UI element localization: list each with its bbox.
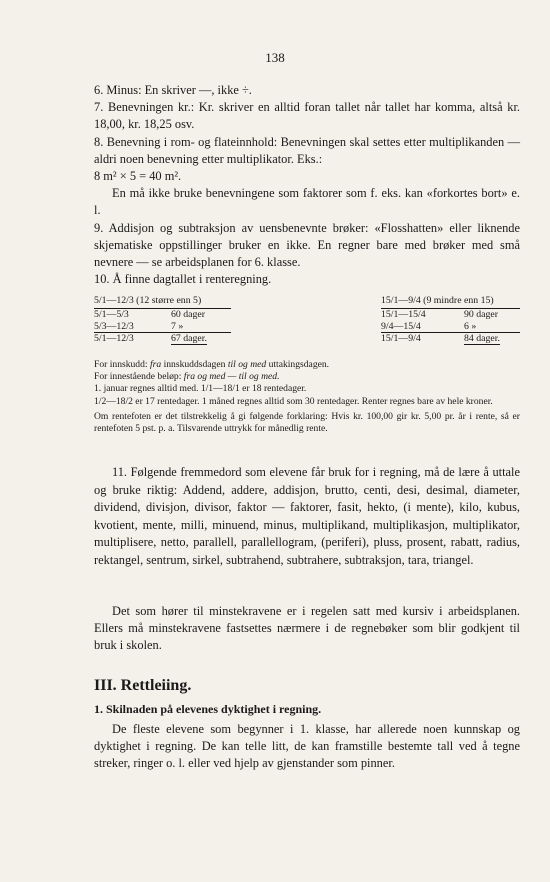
final-text: De fleste elevene som begynner i 1. klasse, har allerede noen kunnskap og dyktighet i regning. De kan telle litt, de kan framstille bestemte tall ved å tegne streker, ringer o. l. eller ved hjelp av gjenstander som pinner. <box>94 722 520 771</box>
note-rentefot: Om rentefoten er det tilstrekkelig å gi følgende forklaring: Hvis kr. 100,00 gir kr. 5,00 pr. år i rente, så er rentefoten 5 pst. p. a. Tilsvarende uttrykk for månedlig rente. <box>94 410 520 435</box>
table-cell: 5/1—12/3 <box>94 333 134 345</box>
table-cell: 60 dager <box>171 308 206 320</box>
note-innestaende: For innestående beløp: fra og med — til og med. <box>94 371 280 383</box>
table-left <box>94 295 231 345</box>
list-items <box>94 82 520 288</box>
chapter-heading: III. Rettleiing. <box>94 677 192 694</box>
table-right <box>381 295 520 345</box>
minstekrav-text: Det som hører til minstekravene er i regelen satt med kursiv i arbeidsplanen. Ellers må minstekravene fastsettes nærmere i de regnebøker som blir godkjent til bruk i skolen. <box>94 604 520 653</box>
item-8: 8. Benevning i rom- og flateinnhold: Benevningen skal settes etter multiplikanden — aldri noen benevning etter multiplikator. Eks.: <box>94 134 520 166</box>
paragraph-minstekrav <box>94 603 520 655</box>
table-total-row <box>94 332 231 345</box>
table-row <box>381 321 520 333</box>
item-9: 9. Addisjon og subtraksjon av uensbenevnte brøker: «Flosshatten» eller liknende skjematiske oppstillinger bruker en ikke. En regner bare med brøker med små nevnere — se arbeidsplanen for 6. klasse. <box>94 220 520 270</box>
table-row <box>381 308 520 321</box>
section-11 <box>94 464 520 570</box>
table-total-row <box>381 332 520 345</box>
note-innskudd: For innskudd: fra innskuddsdagen til og med uttakingsdagen. <box>94 359 330 370</box>
item-7: 7. Benevningen kr.: Kr. skriver en alltid foran tallet når tallet har komma, altså kr. 18,00, kr. 18,25 osv. <box>94 100 520 132</box>
notes <box>94 359 520 435</box>
table-total: 67 dager. <box>171 333 207 345</box>
table-left-header: 5/1—12/3 (12 større enn 5) <box>94 295 202 306</box>
table-row <box>94 321 231 333</box>
table-cell: 5/1—5/3 <box>94 308 129 320</box>
note-januar: 1. januar regnes alltid med. 1/1—18/1 er 18 rentedager. <box>94 383 307 395</box>
table-cell: 9/4—15/4 <box>381 320 421 332</box>
item-6: 6. Minus: En skriver —, ikke ÷. <box>94 83 252 97</box>
table-row <box>94 308 231 321</box>
table-cell: 90 dager <box>464 308 499 320</box>
page-number: 138 <box>265 50 285 65</box>
final-paragraph <box>94 721 520 773</box>
note-februar: 1/2—18/2 er 17 rentedager. 1 måned regnes alltid som 30 rentedager. Renter regnes bare av hele kroner. <box>94 395 493 407</box>
table-total: 84 dager. <box>464 333 500 345</box>
table-cell: 7 » <box>171 320 184 332</box>
table-cell: 15/1—15/4 <box>381 308 426 320</box>
table-cell: 5/3—12/3 <box>94 320 134 332</box>
table-right-header: 15/1—9/4 (9 mindre enn 15) <box>381 295 494 306</box>
table-cell: 6 » <box>464 320 477 332</box>
item-11: 11. Følgende fremmedord som elevene får bruk for i regning, må de lære å uttale og bruke riktig: Addend, addere, addisjon, brutto, centi, desi, desimal, diameter, dividend, divisjon, divisor, faktor — faktorer, fasit, hekto, (i mente), kilo, kubus, kvotient, mente, milli, minuend, minus, multiplikand, multiplikasjon, multiplikator, multiplisere, netto, parallell, parallellogram, (periferi), pluss, prosent, rabatt, radius, rektangel, sentrum, sirkel, subtrahend, subtrahere, subtraksjon, tara, triangel. <box>94 465 520 567</box>
item-10: 10. Å finne dagtallet i renteregning. <box>94 272 272 287</box>
item-8-note: En må ikke bruke benevningene som faktorer som f. eks. kan «forkortes bort» e. l. <box>94 186 520 218</box>
item-8-formula: 8 m² × 5 = 40 m². <box>94 169 182 184</box>
table-cell: 15/1—9/4 <box>381 333 421 345</box>
section-heading: 1. Skilnaden på elevenes dyktighet i regning. <box>94 702 322 716</box>
